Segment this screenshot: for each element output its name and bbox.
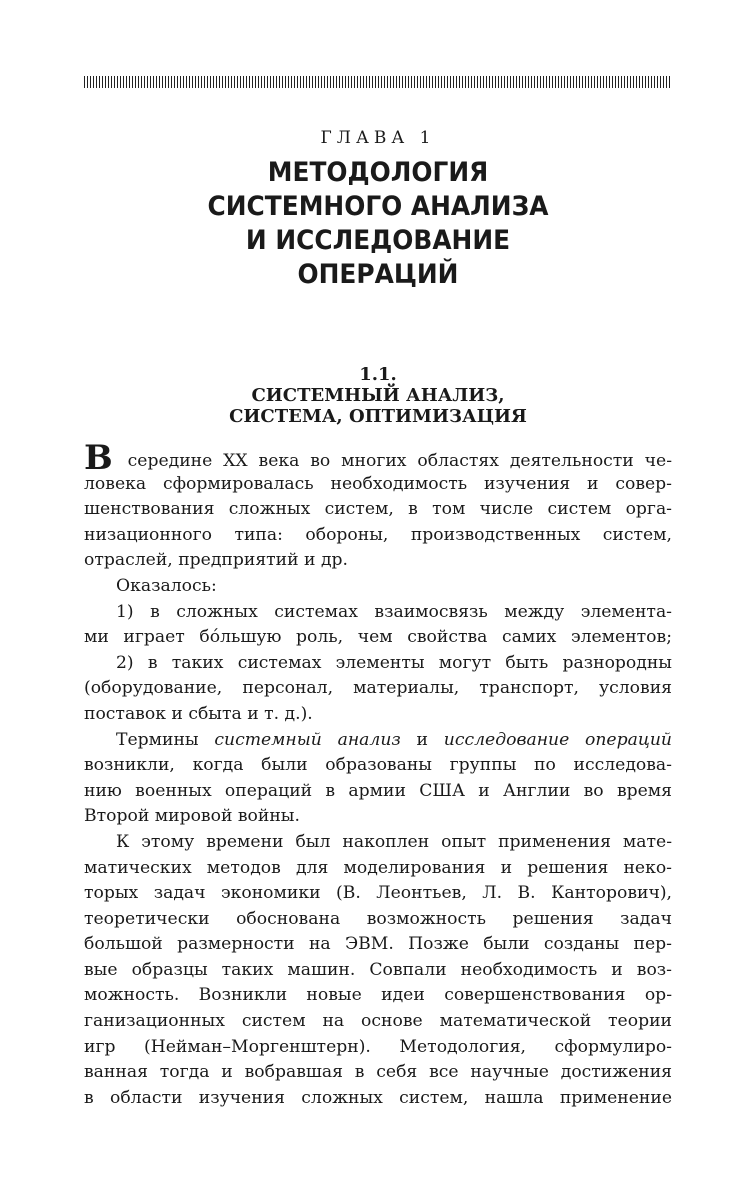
text-line: Оказалось:: [116, 575, 217, 596]
section-heading: [0, 364, 756, 427]
chapter-title-line: И ИССЛЕДОВАНИЕ: [245, 225, 511, 256]
text-line: ми играет бóльшую роль, чем свойства самих элементов;: [84, 627, 672, 648]
text-span: Термины: [116, 729, 215, 750]
section-title-line: СИСТЕМА, ОПТИМИЗАЦИЯ: [229, 406, 527, 427]
text-line: [84, 438, 672, 478]
text-line: вые образцы таких машин. Совпали необходимость и воз-: [84, 959, 672, 980]
chapter-title: [30, 156, 726, 292]
text-line: матических методов для моделирования и решения неко-: [84, 857, 672, 878]
term-emphasis: исследование операций: [443, 729, 672, 750]
header-rule: [84, 76, 672, 88]
text-line: поставок и сбыта и т. д.).: [84, 703, 313, 724]
text-line: шенствования сложных систем, в том числе систем орга-: [84, 499, 672, 520]
text-line: ганизационных систем на основе математической теории: [84, 1011, 672, 1032]
text-line: торых задач экономики (В. Леонтьев, Л. В. Канторович),: [84, 883, 672, 904]
term-emphasis: системный анализ: [214, 729, 401, 750]
text-line: ванная тогда и вобравшая в себя все научные достижения: [84, 1062, 672, 1083]
body-text: [84, 438, 672, 1111]
chapter-title-line: СИСТЕМНОГО АНАЛИЗА: [207, 191, 549, 222]
text-line: теоретически обоснована возможность решения задач: [84, 908, 672, 929]
text-line: возникли, когда были образованы группы по исследова-: [84, 755, 672, 776]
text-line: игр (Нейман–Моргенштерн). Методология, сформулиро-: [84, 1036, 672, 1057]
text-line: в области изучения сложных систем, нашла применение: [84, 1087, 672, 1108]
text-line: низационного типа: обороны, производственных систем,: [84, 524, 672, 545]
text-line: ловека сформировалась необходимость изучения и совер-: [84, 473, 672, 494]
text-line: отраслей, предприятий и др.: [84, 550, 349, 571]
text-line: 2) в таких системах элементы могут быть разнородны: [116, 652, 672, 673]
section-title-line: СИСТЕМНЫЙ АНАЛИЗ,: [251, 385, 505, 406]
text-line: 1) в сложных системах взаимосвязь между элемента-: [116, 601, 672, 622]
text-line: (оборудование, персонал, материалы, транспорт, условия: [84, 678, 672, 699]
chapter-title-line: МЕТОДОЛОГИЯ: [267, 157, 489, 188]
text-span: и: [400, 729, 444, 750]
chapter-title-line: ОПЕРАЦИЙ: [297, 259, 459, 290]
text-line: Второй мировой войны.: [84, 806, 300, 827]
text-line: [84, 728, 672, 754]
text-line: можность. Возникли новые идеи совершенствования ор-: [84, 985, 672, 1006]
section-number: 1.1.: [359, 364, 397, 385]
text-line: нию военных операций в армии США и Англии во время: [84, 780, 672, 801]
text-line: большой размерности на ЭВМ. Позже были созданы пер-: [84, 934, 672, 955]
text-line: К этому времени был накоплен опыт применения мате-: [116, 831, 672, 852]
chapter-label: ГЛАВА 1: [320, 128, 436, 148]
drop-cap: В: [84, 438, 113, 478]
text-span: середине XX века во многих областях деятельности че-: [116, 451, 672, 471]
